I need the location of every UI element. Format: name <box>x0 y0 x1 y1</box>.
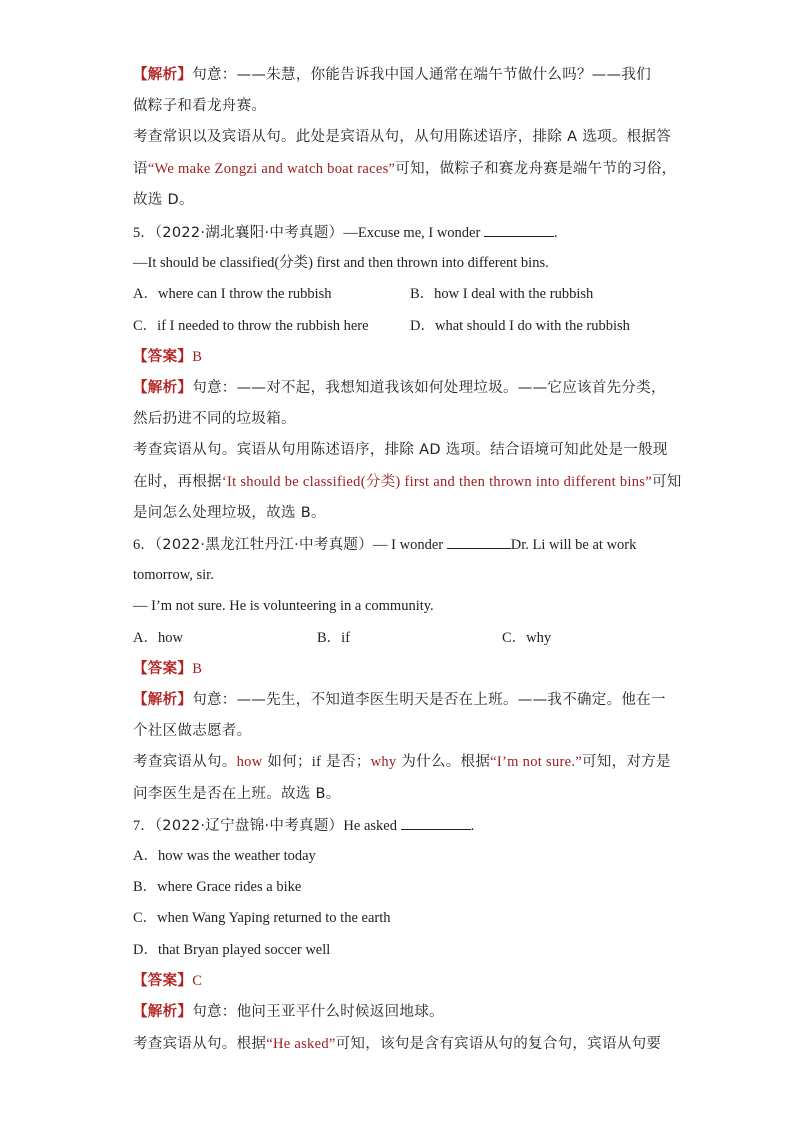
q5-analysis-line1: 【解析】句意：——对不起，我想知道我该如何处理垃圾。——它应该首先分类， <box>133 380 666 396</box>
q5-option-d: D．what should I do with the rubbish <box>410 318 630 334</box>
q4-explanation-line3: 故选 D。 <box>133 192 194 208</box>
q7-option-b: B．where Grace rides a bike <box>133 879 302 895</box>
q6-line3: — I’m not sure. He is volunteering in a community. <box>133 598 434 614</box>
q6-analysis-line1: 【解析】句意：——先生，不知道李医生明天是否在上班。——我不确定。他在一 <box>133 692 666 708</box>
q6-answer-value: B <box>192 661 203 677</box>
q4-meaning-line1: 句意：——朱慧，你能告诉我中国人通常在端午节做什么吗？——我们 <box>192 67 652 83</box>
q6-quote: “I’m not sure.” <box>490 754 583 770</box>
q5-stem-text: —Excuse me, I wonder <box>343 225 481 241</box>
q7-option-c: C．when Wang Yaping returned to the earth <box>133 910 391 926</box>
q5-number: 5． <box>133 225 155 241</box>
q7-source: （2022·辽宁盘锦·中考真题） <box>154 818 344 834</box>
answer-label: 【答案】 <box>133 349 193 365</box>
q7-number: 7． <box>133 818 155 834</box>
q5-answer-value: B <box>192 349 203 365</box>
q6-option-b: B．if <box>317 630 351 646</box>
analysis-label: 【解析】 <box>133 380 193 396</box>
q5-explanation-line2: 在时，再根据‘It should be classified(分类) first and then thrown into different bins”可知 <box>133 474 682 490</box>
q6-answer-blank <box>447 534 511 549</box>
q6-option-a: A．how <box>133 630 183 646</box>
q5-option-b: B．how I deal with the rubbish <box>410 286 594 302</box>
q4-explanation-line1: 考查常识以及宾语从句。此处是宾语从句，从句用陈述语序，排除 A 选项。根据答 <box>133 129 672 145</box>
q6-stem: 6．（2022·黑龙江牡丹江·中考真题）— I wonder Dr. Li will be at work <box>133 534 636 554</box>
q6-option-c: C．why <box>502 630 552 646</box>
q4-analysis-line1 <box>133 65 651 85</box>
q5-stem: 5．（2022·湖北襄阳·中考真题）—Excuse me, I wonder . <box>133 222 558 242</box>
q5-meaning-line2: 然后扔进不同的垃圾箱。 <box>133 411 296 427</box>
analysis-label: 【解析】 <box>133 692 193 708</box>
q5-quote: ‘It should be classified(分类) first and then thrown into different bins” <box>221 474 652 490</box>
q7-answer-value: C <box>192 973 203 989</box>
answer-label: 【答案】 <box>133 661 193 677</box>
q5-explanation-line3: 是问怎么处理垃圾，故选 B。 <box>133 505 326 521</box>
q4-meaning-line2: 做粽子和看龙舟赛。 <box>133 98 267 114</box>
q6-answer <box>133 659 202 679</box>
q5-option-a: A．where can I throw the rubbish <box>133 286 332 302</box>
q5-answer-blank <box>484 222 554 237</box>
answer-label: 【答案】 <box>133 973 193 989</box>
q5-explanation-line1: 考查宾语从句。宾语从句用陈述语序，排除 AD 选项。结合语境可知此处是一般现 <box>133 442 668 458</box>
q7-option-d: D．that Bryan played soccer well <box>133 942 331 958</box>
q4-quote: “We make Zongzi and watch boat races” <box>147 161 396 177</box>
q5-source: （2022·湖北襄阳·中考真题） <box>154 225 344 241</box>
q6-explanation-line2: 问李医生是否在上班。故选 B。 <box>133 786 341 802</box>
q6-number: 6． <box>133 537 155 553</box>
q7-analysis-line1: 【解析】句意：他问王亚平什么时候返回地球。 <box>133 1004 444 1020</box>
q6-stem-line2: tomorrow, sir. <box>133 567 214 583</box>
q7-option-a: A．how was the weather today <box>133 848 316 864</box>
q7-answer <box>133 971 202 991</box>
analysis-label: 【解析】 <box>133 67 193 83</box>
q6-explanation-line1: 考查宾语从句。how 如何；if 是否；why 为什么。根据“I’m not sure.”可知，对方是 <box>133 754 671 770</box>
q7-stem: 7．（2022·辽宁盘锦·中考真题）He asked . <box>133 815 474 835</box>
q5-option-c: C．if I needed to throw the rubbish here <box>133 318 369 334</box>
q6-source: （2022·黑龙江牡丹江·中考真题） <box>154 537 374 553</box>
q5-line2: —It should be classified(分类) first and then thrown into different bins. <box>133 255 549 271</box>
analysis-label: 【解析】 <box>133 1004 193 1020</box>
q7-quote: “He asked” <box>266 1036 336 1052</box>
q7-explanation-line1: 考查宾语从句。根据“He asked”可知，该句是含有宾语从句的复合句，宾语从句要 <box>133 1036 662 1052</box>
q5-answer <box>133 347 202 367</box>
q4-explanation-line2: 语“We make Zongzi and watch boat races”可知，做粽子和赛龙舟赛是端午节的习俗， <box>133 161 677 177</box>
q7-answer-blank <box>401 815 471 830</box>
q6-meaning-line2: 个社区做志愿者。 <box>133 723 252 739</box>
